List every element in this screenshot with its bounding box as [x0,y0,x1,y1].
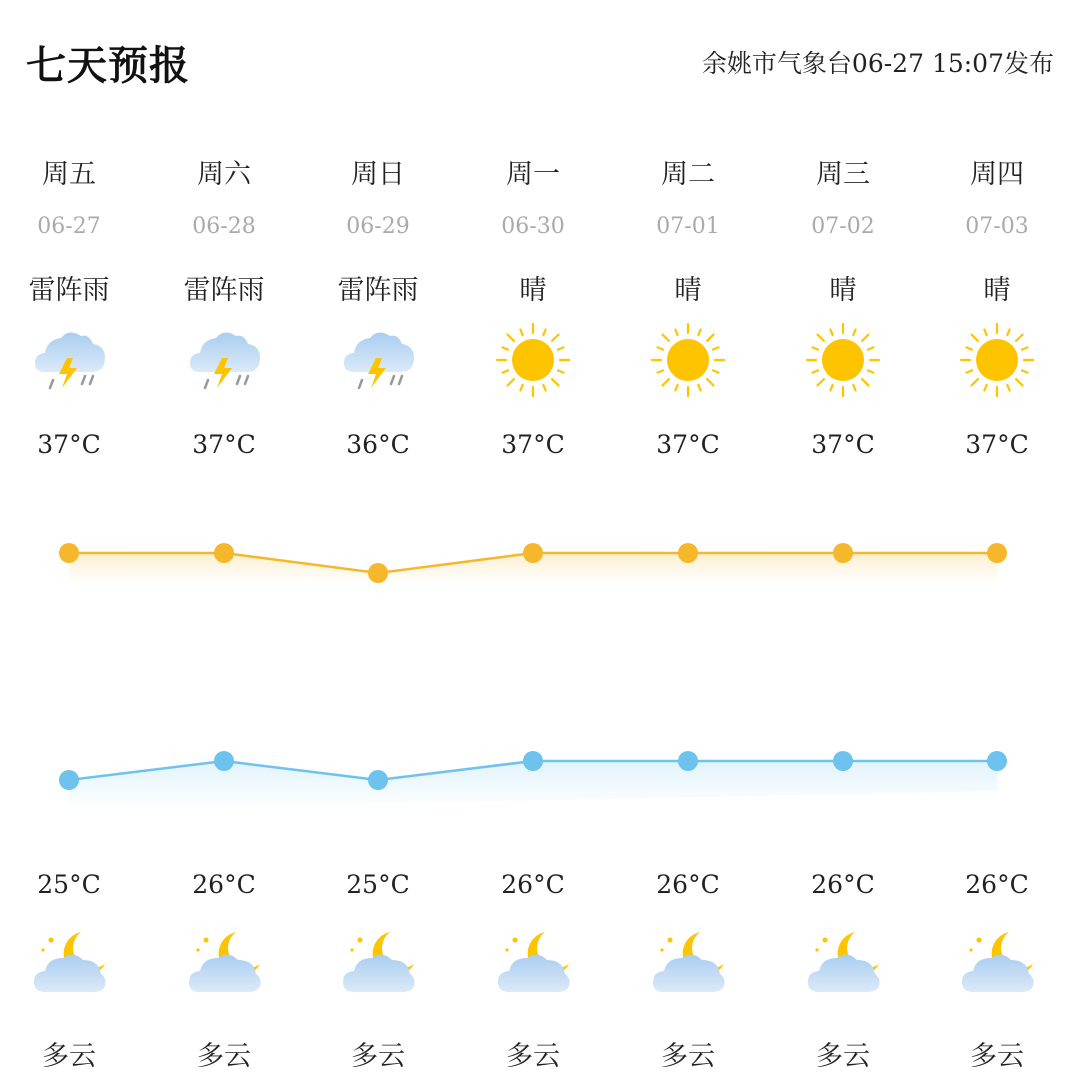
sun-icon [959,322,1035,398]
sun-icon [495,322,571,398]
day-condition: 晴 [674,275,702,306]
thunderstorm-icon [31,322,107,398]
low-temp: 26°C [811,870,875,899]
night-condition: 多云 [351,1041,405,1072]
high-temp: 37°C [501,430,565,459]
weekday-label: 周六 [197,159,251,190]
weekday-label: 周日 [351,159,405,190]
night-condition: 多云 [42,1041,96,1072]
date-label: 06-30 [501,214,565,239]
date-label: 07-02 [811,214,875,239]
day-condition: 雷阵雨 [337,275,419,306]
date-label: 06-27 [37,214,101,239]
weekday-label: 周五 [42,159,96,190]
forecast-day-column [456,0,610,1091]
low-temp: 26°C [656,870,720,899]
weekday-label: 周三 [816,159,870,190]
forecast-day-column [920,0,1074,1091]
night-condition: 多云 [197,1041,251,1072]
day-condition: 晴 [829,275,857,306]
weekday-label: 周一 [506,159,560,190]
night-condition: 多云 [970,1041,1024,1072]
forecast-day-column [147,0,301,1091]
low-temp: 26°C [501,870,565,899]
forecast-day-column [611,0,765,1091]
day-condition: 晴 [983,275,1011,306]
date-label: 07-03 [965,214,1029,239]
page-title: 七天预报 [26,43,190,89]
low-temp: 26°C [192,870,256,899]
high-temp: 37°C [656,430,720,459]
high-temp: 37°C [965,430,1029,459]
partly-cloudy-night-icon [805,928,881,998]
forecast-day-column [766,0,920,1091]
low-temp: 25°C [37,870,101,899]
night-condition: 多云 [506,1041,560,1072]
high-temp: 37°C [37,430,101,459]
night-condition: 多云 [661,1041,715,1072]
high-temp: 37°C [192,430,256,459]
date-label: 06-29 [346,214,410,239]
date-label: 07-01 [656,214,720,239]
night-condition: 多云 [816,1041,870,1072]
forecast-day-column [301,0,455,1091]
partly-cloudy-night-icon [959,928,1035,998]
partly-cloudy-night-icon [495,928,571,998]
day-condition: 晴 [519,275,547,306]
date-label: 06-28 [192,214,256,239]
low-temp: 26°C [965,870,1029,899]
partly-cloudy-night-icon [650,928,726,998]
partly-cloudy-night-icon [340,928,416,998]
high-temp: 36°C [346,430,410,459]
day-condition: 雷阵雨 [28,275,110,306]
sun-icon [650,322,726,398]
thunderstorm-icon [186,322,262,398]
partly-cloudy-night-icon [31,928,107,998]
issued-info: 余姚市气象台06-27 15:07发布 [701,49,1054,78]
weekday-label: 周二 [661,159,715,190]
thunderstorm-icon [340,322,416,398]
forecast-day-column [0,0,146,1091]
partly-cloudy-night-icon [186,928,262,998]
low-temp: 25°C [346,870,410,899]
sun-icon [805,322,881,398]
high-temp: 37°C [811,430,875,459]
day-condition: 雷阵雨 [183,275,265,306]
weekday-label: 周四 [970,159,1024,190]
